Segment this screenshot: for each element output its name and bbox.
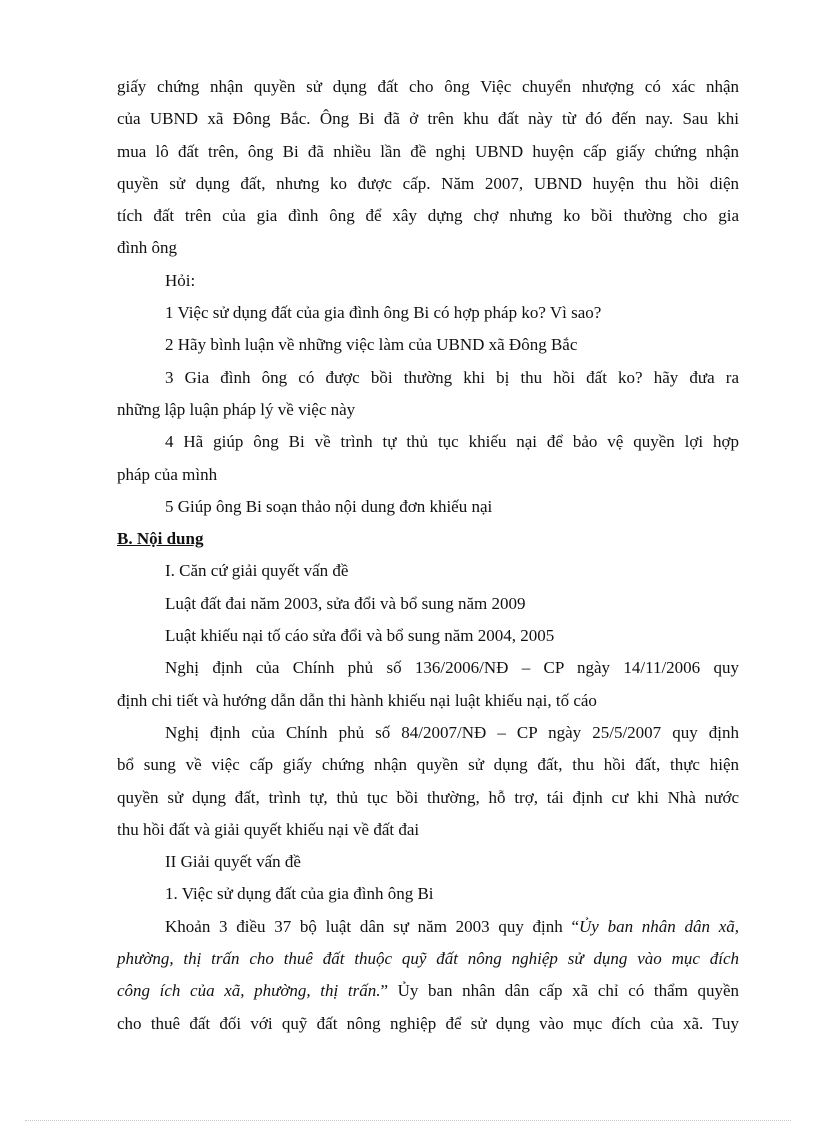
quoted-law-text: phường, thị trấn cho thuê đất thuộc quỹ đất nông nghiệp sử dụng vào mục đích xyxy=(117,949,739,969)
question-3-continued: những lập luận pháp lý về việc này xyxy=(117,399,356,419)
paragraph-line: của UBND xã Đông Bắc. Ông Bi đã ở trên khu đất này từ đó đến nay. Sau khi xyxy=(117,109,739,129)
legal-basis-item-continued: định chi tiết và hướng dẫn dẫn thi hành khiếu nại luật khiếu nại, tố cáo xyxy=(117,690,597,710)
paragraph-line: quyền sử dụng đất, nhưng ko được cấp. Năm 2007, UBND huyện thu hồi diện xyxy=(117,173,739,193)
question-3: 3 Gia đình ông có được bồi thường khi bị thu hồi đất ko? hãy đưa ra xyxy=(165,367,739,387)
question-heading: Hỏi: xyxy=(165,270,196,290)
legal-basis-item-continued: thu hồi đất và giải quyết khiếu nại về đất đai xyxy=(117,819,420,839)
quoted-law-text: Ủy ban nhân dân xã, xyxy=(579,916,739,936)
paragraph-line xyxy=(117,975,739,1007)
question-4: 4 Hã giúp ông Bi về trình tự thủ tục khiếu nại để bảo vệ quyền lợi hợp xyxy=(165,432,739,452)
question-1: 1 Việc sử dụng đất của gia đình ông Bi có hợp pháp ko? Vì sao? xyxy=(165,303,602,323)
legal-basis-item: Luật khiếu nại tố cáo sửa đổi và bổ sung năm 2004, 2005 xyxy=(165,626,555,646)
text-run: ” Ủy ban nhân dân cấp xã chỉ có thẩm quyền xyxy=(380,981,739,1001)
legal-basis-item: Nghị định của Chính phủ số 136/2006/NĐ – CP ngày 14/11/2006 quy xyxy=(165,658,739,678)
subsection-title: 1. Việc sử dụng đất của gia đình ông Bi xyxy=(165,884,434,904)
question-4-continued: pháp của mình xyxy=(117,464,218,484)
paragraph-line: cho thuê đất đối với quỹ đất nông nghiệp để sử dụng vào mục đích của xã. Tuy xyxy=(117,1013,739,1033)
question-2: 2 Hãy bình luận về những việc làm của UBND xã Đông Bắc xyxy=(165,335,578,355)
paragraph-line: giấy chứng nhận quyền sử dụng đất cho ông Việc chuyển nhượng có xác nhận xyxy=(117,77,739,96)
document-page xyxy=(117,71,739,1040)
legal-basis-item-continued: bổ sung về việc cấp giấy chứng nhận quyền sử dụng đất, thu hồi đất, thực hiện xyxy=(117,755,739,775)
question-5: 5 Giúp ông Bi soạn thảo nội dung đơn khiếu nại xyxy=(165,496,493,516)
paragraph-line: tích đất trên của gia đình ông để xây dựng chợ nhưng ko bồi thường cho gia xyxy=(117,206,739,226)
subsection-heading: II Giải quyết vấn đề xyxy=(165,852,301,872)
legal-basis-item: Luật đất đai năm 2003, sửa đổi và bổ sung năm 2009 xyxy=(165,593,526,613)
text-run: Khoản 3 điều 37 bộ luật dân sự năm 2003 quy định “ xyxy=(165,916,580,936)
paragraph-line: đình ông xyxy=(117,238,177,258)
page-bottom-divider xyxy=(25,1120,791,1121)
legal-basis-item-continued: quyền sử dụng đất, trình tự, thủ tục bồi thường, hỗ trợ, tái định cư khi Nhà nước xyxy=(117,787,739,807)
paragraph-line xyxy=(117,911,739,943)
paragraph-line: mua lô đất trên, ông Bi đã nhiều lần đề nghị UBND huyện cấp giấy chứng nhận xyxy=(117,141,739,161)
legal-basis-item: Nghị định của Chính phủ số 84/2007/NĐ – CP ngày 25/5/2007 quy định xyxy=(165,722,739,742)
section-heading: B. Nội dung xyxy=(117,529,204,549)
subsection-heading: I. Căn cứ giải quyết vấn đề xyxy=(165,561,349,581)
quoted-law-text: công ích của xã, phường, thị trấn. xyxy=(117,981,381,1001)
